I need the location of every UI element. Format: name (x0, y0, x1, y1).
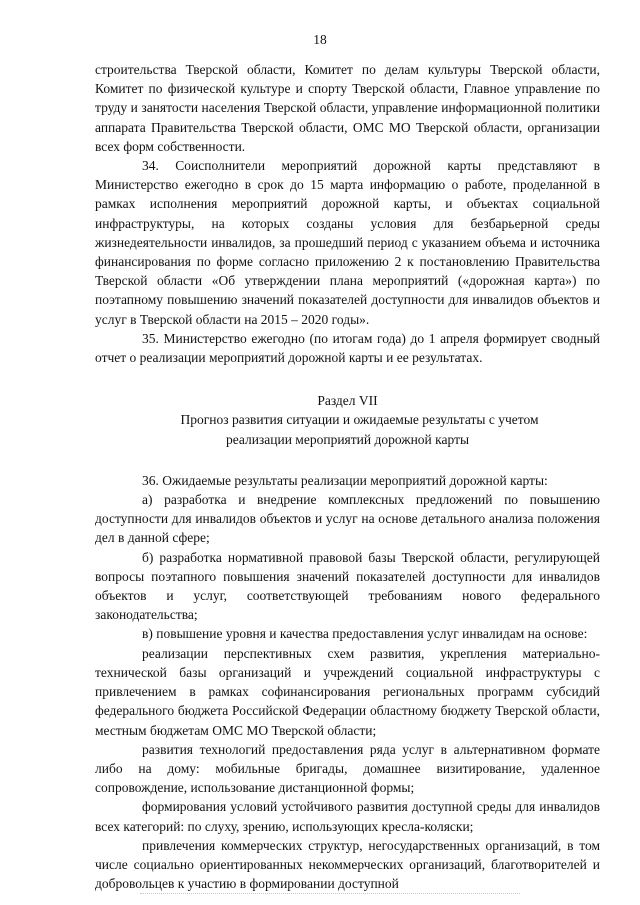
sub-item-commercial-structures: привлечения коммерческих структур, негосударственных организаций, в том числе социально ориентированных некоммерческих организаций, благотворителей и добровольцев к участию в формировании доступной (95, 837, 600, 892)
bottom-scan-line (140, 893, 520, 894)
paragraph-36: 36. Ожидаемые результаты реализации мероприятий дорожной карты: (142, 472, 548, 488)
paragraph-34: 34. Соисполнители мероприятий дорожной карты представляют в Министерство ежегодно в срок до 15 марта информацию о работе, проделанной в рамках исполнения мероприятий дорожной карты, и объектах социальной инфраструктуры, на которых созданы условия для безбарьерной среды жизнедеятельности инвалидов, за прошедший период с указанием объема и источника финансирования по форме согласно приложению 2 к постановлению Правительства Тверской области «Об утверждении плана мероприятий («дорожная карта») по поэтапному повышению значений показателей доступности для инвалидов объектов и услуг в Тверской области на 2015 – 2020 годы». (95, 158, 600, 327)
list-item-v: в) повышение уровня и качества предоставления услуг инвалидам на основе: (142, 626, 588, 642)
section-subtitle-line-2: реализации мероприятий дорожной карты (225, 431, 470, 447)
paragraph-35: 35. Министерство ежегодно (по итогам года) до 1 апреля формирует сводный отчет о реализации мероприятий дорожной карты и ее результатах. (95, 330, 600, 366)
paragraph-executors-list: строительства Тверской области, Комитет по делам культуры Тверской области, Комитет по физической культуре и спорту Тверской области, Главное управление по труду и занятости населения Тверской области, управление информационной политики аппарата Правительства Тверской области, ОМС МО Тверской области, организации всех форм собственности. (95, 62, 600, 154)
section-subtitle-line-1: Прогноз развития ситуации и ожидаемые результаты с учетом (180, 412, 539, 428)
sub-item-service-technologies: развития технологий предоставления ряда услуг в альтернативном формате либо на дому: мобильные бригады, домашнее визитирование, удаленное сопровождение, использование дистанционной формы; (95, 741, 600, 796)
section-title: Раздел VII (317, 393, 378, 409)
list-item-b: б) разработка нормативной правовой базы Тверской области, регулирующей вопросы поэтапного повышения значений показателей доступности для инвалидов объектов и услуг, соответствующей требованиям нового федерального законодательства; (95, 549, 600, 623)
list-item-a: а) разработка и внедрение комплексных предложений по повышению доступности для инвалидов объектов и услуг на основе детального анализа положения дел в данной сфере; (95, 492, 600, 546)
page-number: 18 (313, 32, 327, 47)
sub-item-accessible-environment: формирования условий устойчивого развития доступной среды для инвалидов всех категорий: по слуху, зрению, использующих кресла-коляски; (95, 799, 600, 834)
document-body (95, 60, 600, 893)
sub-item-development-schemes: реализации перспективных схем развития, укрепления материально-технической базы организаций и учреждений социальной инфраструктуры с привлечением в рамках софинансирования региональных программ субсидий федерального бюджета Российской Федерации областному бюджету Тверской области, местным бюджетам ОМС МО Тверской области; (95, 645, 600, 738)
